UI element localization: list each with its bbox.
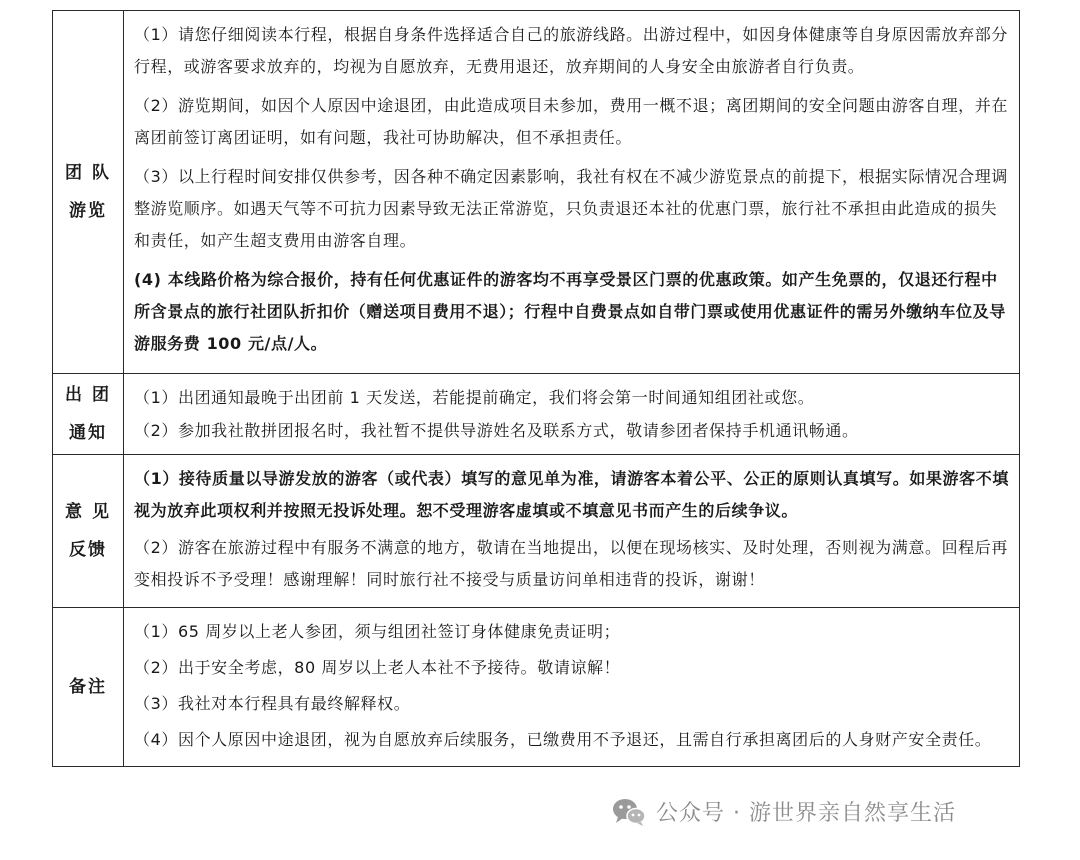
watermark bbox=[612, 796, 956, 827]
row-label-line: 团 队 bbox=[65, 163, 111, 183]
clause-paragraph: （3）以上行程时间安排仅供参考，因各种不确定因素影响，我社有权在不减少游览景点的前提下，根据实际情况合理调整游览顺序。如遇天气等不可抗力因素导致无法正常游览，只负责退还本社的优惠门票，旅行社不承担由此造成的损失和责任，如产生超支费用由游客自理。 bbox=[134, 167, 1008, 250]
clause-paragraph: （2）游客在旅游过程中有服务不满意的地方，敬请在当地提出，以便在现场核实、及时处理，否则视为满意。回程后再变相投诉不予受理！感谢理解！同时旅行社不接受与质量访问单相违背的投诉，谢谢！ bbox=[134, 538, 1008, 589]
row-label-line: 出 团 bbox=[65, 385, 111, 405]
clause-paragraph: （3）我社对本行程具有最终解释权。 bbox=[134, 694, 411, 713]
row-feedback bbox=[53, 455, 1020, 608]
row-content-departure-notice bbox=[124, 374, 1020, 455]
row-group-tour bbox=[53, 11, 1020, 374]
row-label-feedback bbox=[53, 455, 124, 608]
clause-paragraph: （1）出团通知最晚于出团前 1 天发送，若能提前确定，我们将会第一时间通知组团社或您。 bbox=[134, 388, 815, 407]
row-label-line: 通知 bbox=[69, 423, 107, 443]
wechat-icon bbox=[612, 797, 646, 827]
clause-paragraph: （2）出于安全考虑，80 周岁以上老人本社不予接待。敬请谅解！ bbox=[134, 658, 621, 677]
clause-paragraph-bold: (4) 本线路价格为综合报价，持有任何优惠证件的游客均不再享受景区门票的优惠政策。如产生免票的，仅退还行程中所含景点的旅行社团队折扣价（赠送项目费用不退）；行程中自费景点如自带门票或使用优惠证件的需另外缴纳车位及导游服务费 100 元/点/人。 bbox=[134, 270, 1006, 353]
row-label-departure-notice bbox=[53, 374, 124, 455]
row-label-line: 备注 bbox=[69, 677, 107, 697]
row-content-group-tour bbox=[124, 11, 1020, 374]
row-content-feedback bbox=[124, 455, 1020, 608]
clause-paragraph: （1）65 周岁以上老人参团，须与组团社签订身体健康免责证明； bbox=[134, 622, 621, 641]
row-label-remarks bbox=[53, 608, 124, 767]
clause-paragraph: （1）请您仔细阅读本行程，根据自身条件选择适合自己的旅游线路。出游过程中，如因身体健康等自身原因需放弃部分行程，或游客要求放弃的，均视为自愿放弃，无费用退还，放弃期间的人身安全由旅游者自行负责。 bbox=[134, 25, 1008, 76]
row-label-group-tour bbox=[53, 11, 124, 374]
row-remarks bbox=[53, 608, 1020, 767]
watermark-text: 公众号 · 游世界亲自然享生活 bbox=[656, 801, 956, 826]
row-content-remarks bbox=[124, 608, 1020, 767]
clause-paragraph-bold: （1）接待质量以导游发放的游客（或代表）填写的意见单为准，请游客本着公平、公正的原则认真填写。如果游客不填视为放弃此项权利并按照无投诉处理。恕不受理游客虚填或不填意见书而产生的后续争议。 bbox=[134, 469, 1009, 520]
clause-paragraph: （4）因个人原因中途退团，视为自愿放弃后续服务，已缴费用不予退还，且需自行承担离团后的人身财产安全责任。 bbox=[134, 730, 992, 749]
row-label-line: 反馈 bbox=[69, 540, 107, 560]
row-label-line: 游览 bbox=[69, 201, 107, 221]
terms-table bbox=[52, 10, 1020, 767]
row-label-line: 意 见 bbox=[65, 502, 111, 522]
clause-paragraph: （2）游览期间，如因个人原因中途退团，由此造成项目未参加，费用一概不退；离团期间的安全问题由游客自理，并在离团前签订离团证明，如有问题，我社可协助解决，但不承担责任。 bbox=[134, 96, 1008, 147]
clause-paragraph: （2）参加我社散拼团报名时，我社暂不提供导游姓名及联系方式，敬请参团者保持手机通讯畅通。 bbox=[134, 421, 859, 440]
row-departure-notice bbox=[53, 374, 1020, 455]
